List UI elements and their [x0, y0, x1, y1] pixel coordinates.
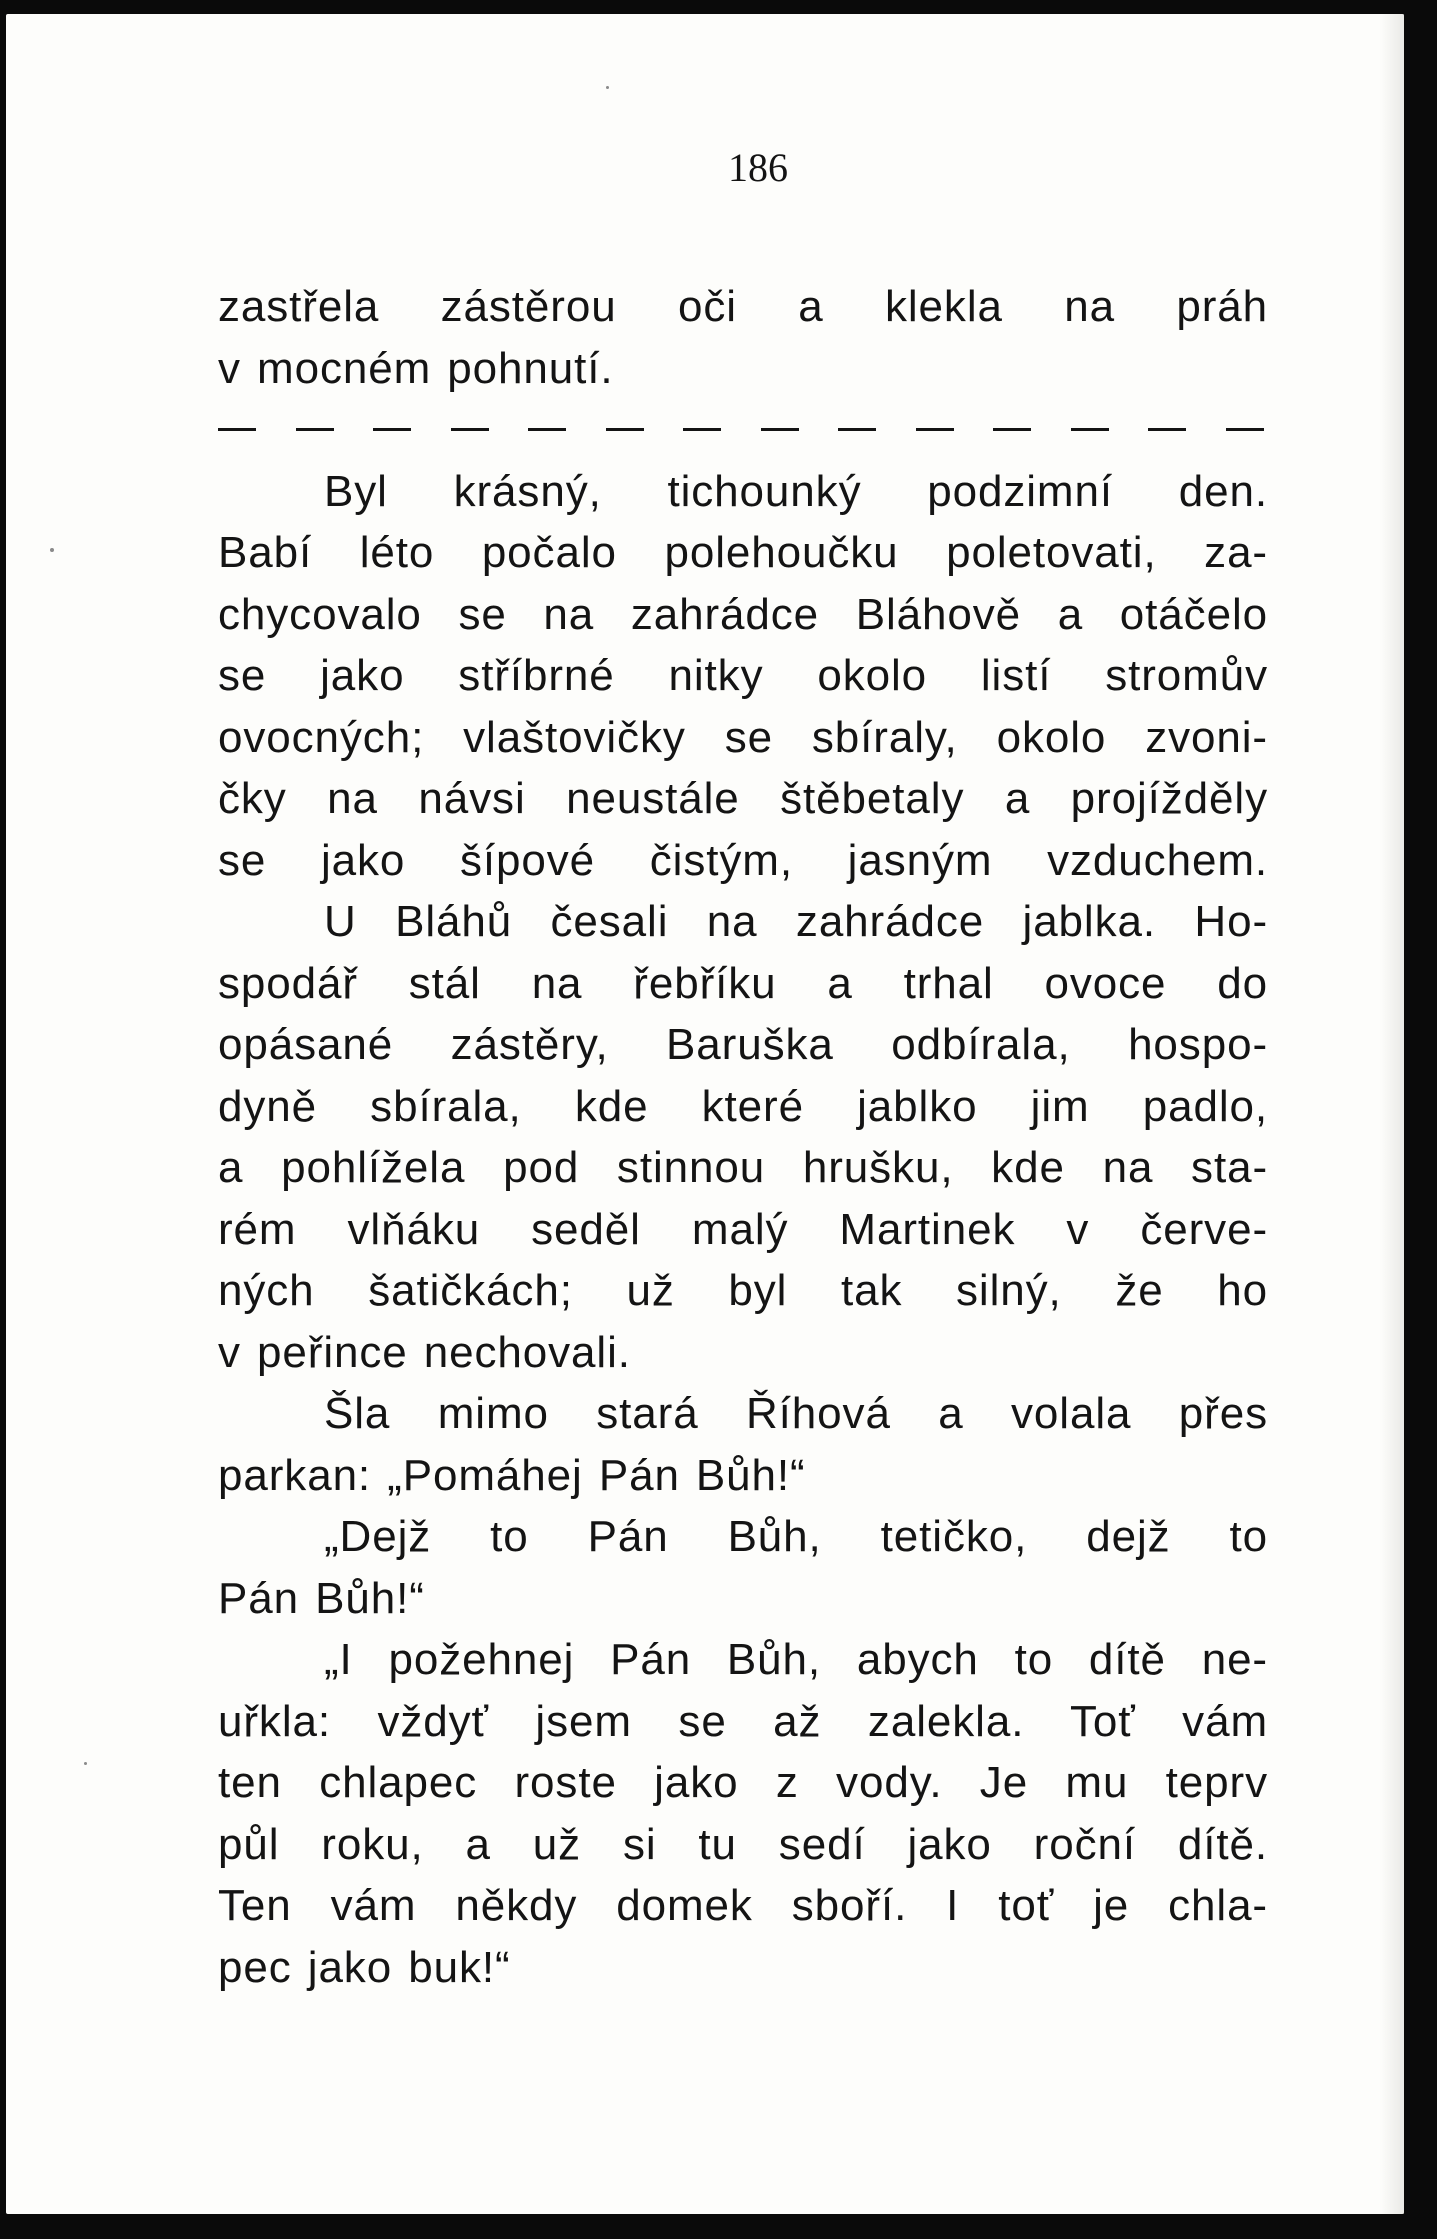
- page-number: 186: [728, 145, 788, 190]
- text-line: opásané zástěry, Baruška odbírala, hospo-: [218, 1020, 1268, 1069]
- divider-dash: [1226, 428, 1264, 431]
- text-line: ných šatičkách; už byl tak silný, že ho: [218, 1266, 1268, 1315]
- text-line: pec jako buk!“: [218, 1942, 511, 1992]
- page-edge-shadow: [1380, 14, 1404, 2214]
- text-line: se jako stříbrné nitky okolo listí stromův: [218, 651, 1268, 700]
- text-line: rém vlňáku seděl malý Martinek v červe-: [218, 1204, 1268, 1254]
- divider-dash: [916, 428, 954, 431]
- divider-dash: [683, 428, 721, 431]
- text-line: ten chlapec roste jako z vody. Je mu teprv: [218, 1758, 1268, 1807]
- section-divider: [218, 399, 1268, 461]
- divider-dash: [451, 428, 489, 431]
- divider-dash: [296, 428, 334, 431]
- divider-dash: [606, 428, 644, 431]
- text-line: Pán Bůh!“: [218, 1573, 425, 1623]
- divider-dash: [838, 428, 876, 431]
- text-line: spodář stál na řebříku a trhal ovoce do: [218, 958, 1268, 1008]
- text-line: v peřince nechovali.: [218, 1327, 631, 1377]
- divider-dash: [993, 428, 1031, 431]
- text-line: Šla mimo stará Říhová a volala přes: [324, 1389, 1268, 1438]
- text-line: chycovalo se na zahrádce Bláhově a otáčelo: [218, 589, 1268, 639]
- text-line: Ten vám někdy domek sboří. I toť je chla-: [218, 1881, 1268, 1930]
- text-line: půl roku, a už si tu sedí jako roční dítě.: [218, 1819, 1268, 1869]
- text-line: U Bláhů česali na zahrádce jablka. Ho-: [324, 897, 1268, 946]
- divider-dash: [761, 428, 799, 431]
- text-line: uřkla: vždyť jsem se až zalekla. Toť vám: [218, 1696, 1268, 1746]
- text-line: Byl krásný, tichounký podzimní den.: [324, 466, 1268, 516]
- text-line: zastřela zástěrou oči a klekla na práh: [218, 282, 1268, 331]
- text-line: ovocných; vlaštovičky se sbíraly, okolo zvoni-: [218, 712, 1268, 762]
- text-line: dyně sbírala, kde které jablko jim padlo,: [218, 1081, 1268, 1131]
- book-spine: [1404, 0, 1437, 2239]
- paper-speck: [84, 1762, 87, 1765]
- text-line: a pohlížela pod stinnou hrušku, kde na sta-: [218, 1143, 1268, 1192]
- text-lines: [218, 276, 1268, 1998]
- paper-speck: [50, 548, 54, 552]
- divider-dash: [218, 428, 256, 431]
- divider-dash: [1071, 428, 1109, 431]
- divider-dash: [373, 428, 411, 431]
- text-line: parkan: „Pomáhej Pán Bůh!“: [218, 1450, 806, 1500]
- text-line: čky na návsi neustále štěbetaly a projížděly: [218, 774, 1268, 823]
- text-line: v mocném pohnutí.: [218, 343, 614, 393]
- text-line: „Dejž to Pán Bůh, tetičko, dejž to: [324, 1512, 1268, 1561]
- paper-speck: [606, 86, 609, 89]
- divider-dash: [528, 428, 566, 431]
- text-line: se jako šípové čistým, jasným vzduchem.: [218, 835, 1268, 885]
- text-block: [218, 140, 1268, 1998]
- text-line: „I požehnej Pán Bůh, abych to dítě ne-: [324, 1635, 1268, 1684]
- text-line: Babí léto počalo polehoučku poletovati, za-: [218, 528, 1268, 577]
- divider-dash: [1148, 428, 1186, 431]
